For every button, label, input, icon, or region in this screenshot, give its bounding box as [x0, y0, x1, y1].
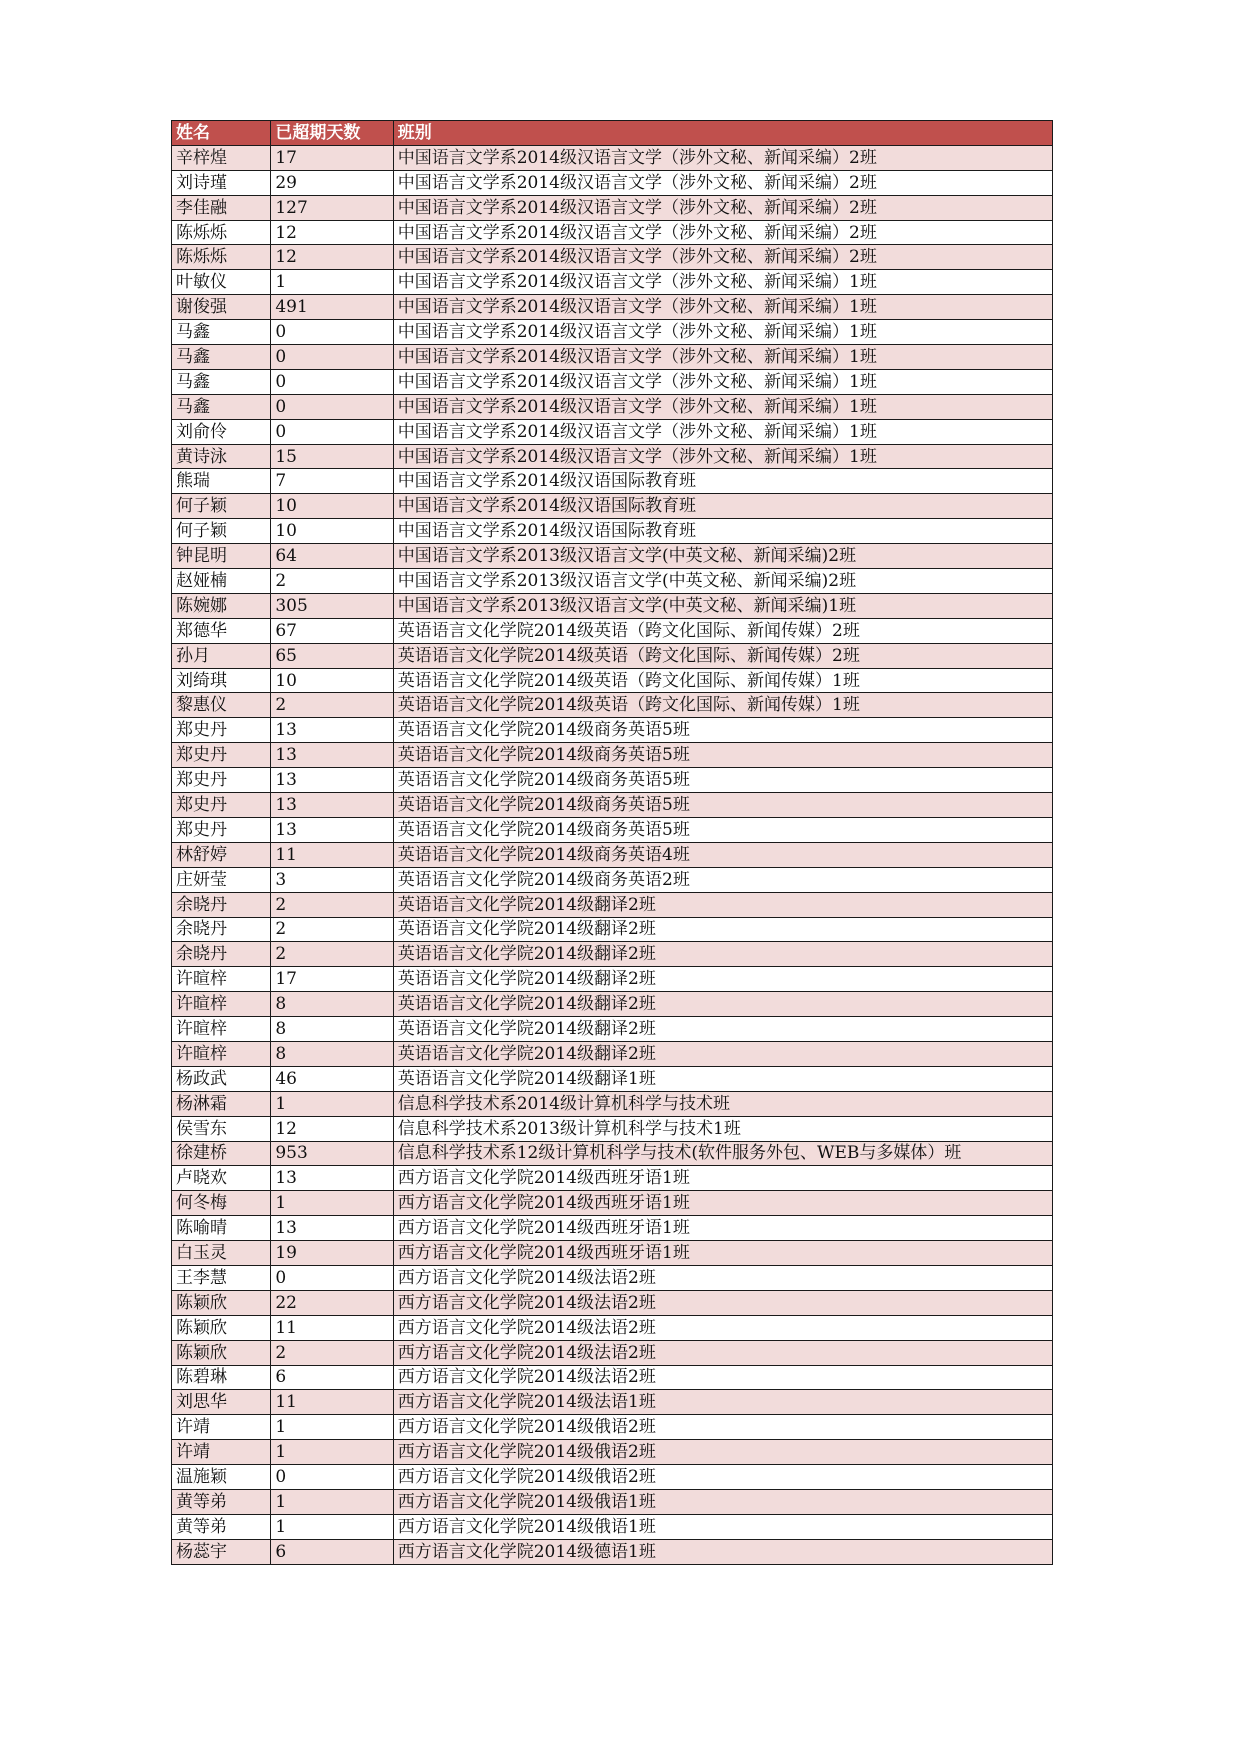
table-row [172, 1415, 1053, 1440]
cell-overdue-days: 3 [271, 867, 393, 892]
cell-name: 王李慧 [172, 1265, 271, 1290]
cell-class: 中国语言文学系2014级汉语言文学（涉外文秘、新闻采编）2班 [393, 145, 1052, 170]
cell-overdue-days: 2 [271, 892, 393, 917]
cell-class: 信息科学技术系2013级计算机科学与技术1班 [393, 1116, 1052, 1141]
table-row [172, 942, 1053, 967]
cell-name: 林舒婷 [172, 842, 271, 867]
cell-name: 许暄梓 [172, 1041, 271, 1066]
cell-overdue-days: 0 [271, 1265, 393, 1290]
cell-name: 庄妍莹 [172, 867, 271, 892]
cell-class: 英语语言文化学院2014级英语（跨文化国际、新闻传媒）1班 [393, 668, 1052, 693]
cell-name: 何冬梅 [172, 1191, 271, 1216]
table-row [172, 270, 1053, 295]
cell-name: 侯雪东 [172, 1116, 271, 1141]
cell-class: 西方语言文化学院2014级法语2班 [393, 1315, 1052, 1340]
cell-class: 中国语言文学系2014级汉语言文学（涉外文秘、新闻采编）1班 [393, 369, 1052, 394]
table-row [172, 1514, 1053, 1539]
cell-name: 刘诗瑾 [172, 170, 271, 195]
table-row [172, 1390, 1053, 1415]
cell-overdue-days: 10 [271, 494, 393, 519]
cell-class: 英语语言文化学院2014级商务英语5班 [393, 743, 1052, 768]
cell-name: 杨淋霜 [172, 1091, 271, 1116]
cell-overdue-days: 0 [271, 419, 393, 444]
cell-overdue-days: 0 [271, 320, 393, 345]
cell-name: 辛梓煌 [172, 145, 271, 170]
cell-overdue-days: 19 [271, 1241, 393, 1266]
cell-overdue-days: 15 [271, 444, 393, 469]
table-row [172, 345, 1053, 370]
cell-name: 黄等弟 [172, 1514, 271, 1539]
cell-overdue-days: 13 [271, 1166, 393, 1191]
table-row [172, 768, 1053, 793]
header-row [172, 121, 1053, 146]
cell-class: 西方语言文化学院2014级俄语1班 [393, 1489, 1052, 1514]
header-name: 姓名 [172, 121, 271, 146]
cell-name: 许靖 [172, 1415, 271, 1440]
cell-class: 中国语言文学系2014级汉语言文学（涉外文秘、新闻采编）1班 [393, 394, 1052, 419]
cell-overdue-days: 7 [271, 469, 393, 494]
cell-name: 许靖 [172, 1440, 271, 1465]
cell-class: 中国语言文学系2013级汉语言文学(中英文秘、新闻采编)2班 [393, 569, 1052, 594]
cell-overdue-days: 12 [271, 220, 393, 245]
cell-class: 西方语言文化学院2014级俄语1班 [393, 1514, 1052, 1539]
cell-overdue-days: 13 [271, 768, 393, 793]
cell-overdue-days: 1 [271, 1514, 393, 1539]
table-row [172, 1191, 1053, 1216]
cell-overdue-days: 1 [271, 1191, 393, 1216]
cell-name: 陈烁烁 [172, 245, 271, 270]
cell-name: 陈婉娜 [172, 593, 271, 618]
cell-class: 英语语言文化学院2014级翻译1班 [393, 1066, 1052, 1091]
cell-name: 许暄梓 [172, 992, 271, 1017]
table-row [172, 1440, 1053, 1465]
cell-class: 英语语言文化学院2014级翻译2班 [393, 1017, 1052, 1042]
cell-name: 陈烁烁 [172, 220, 271, 245]
cell-class: 英语语言文化学院2014级商务英语5班 [393, 793, 1052, 818]
cell-class: 英语语言文化学院2014级英语（跨文化国际、新闻传媒）2班 [393, 618, 1052, 643]
cell-name: 马鑫 [172, 369, 271, 394]
table-row [172, 195, 1053, 220]
table-row [172, 817, 1053, 842]
table-row [172, 917, 1053, 942]
cell-name: 叶敏仪 [172, 270, 271, 295]
table-row [172, 519, 1053, 544]
cell-name: 马鑫 [172, 345, 271, 370]
table-row [172, 643, 1053, 668]
cell-overdue-days: 12 [271, 1116, 393, 1141]
cell-overdue-days: 1 [271, 1440, 393, 1465]
cell-overdue-days: 0 [271, 394, 393, 419]
cell-name: 陈喻晴 [172, 1216, 271, 1241]
cell-name: 郑史丹 [172, 768, 271, 793]
cell-overdue-days: 12 [271, 245, 393, 270]
cell-class: 中国语言文学系2014级汉语言文学（涉外文秘、新闻采编）1班 [393, 320, 1052, 345]
table-row [172, 245, 1053, 270]
cell-class: 英语语言文化学院2014级商务英语2班 [393, 867, 1052, 892]
cell-name: 陈碧琳 [172, 1365, 271, 1390]
cell-name: 谢俊强 [172, 295, 271, 320]
table-row [172, 1489, 1053, 1514]
table-row [172, 1066, 1053, 1091]
cell-name: 郑史丹 [172, 743, 271, 768]
cell-overdue-days: 305 [271, 593, 393, 618]
table-row [172, 444, 1053, 469]
cell-class: 中国语言文学系2014级汉语言文学（涉外文秘、新闻采编）1班 [393, 270, 1052, 295]
cell-name: 马鑫 [172, 394, 271, 419]
table-row [172, 469, 1053, 494]
cell-class: 中国语言文学系2014级汉语言文学（涉外文秘、新闻采编）2班 [393, 195, 1052, 220]
cell-overdue-days: 0 [271, 345, 393, 370]
cell-class: 英语语言文化学院2014级翻译2班 [393, 1041, 1052, 1066]
table-row [172, 718, 1053, 743]
table-row [172, 1365, 1053, 1390]
cell-overdue-days: 17 [271, 967, 393, 992]
table-row [172, 1465, 1053, 1490]
table-row [172, 793, 1053, 818]
cell-overdue-days: 13 [271, 1216, 393, 1241]
table-row [172, 1116, 1053, 1141]
cell-class: 中国语言文学系2014级汉语国际教育班 [393, 494, 1052, 519]
cell-class: 中国语言文学系2014级汉语言文学（涉外文秘、新闻采编）2班 [393, 245, 1052, 270]
cell-class: 中国语言文学系2014级汉语言文学（涉外文秘、新闻采编）1班 [393, 419, 1052, 444]
cell-name: 郑德华 [172, 618, 271, 643]
cell-overdue-days: 2 [271, 1340, 393, 1365]
cell-overdue-days: 64 [271, 544, 393, 569]
table-row [172, 867, 1053, 892]
cell-name: 陈颖欣 [172, 1340, 271, 1365]
cell-class: 英语语言文化学院2014级翻译2班 [393, 992, 1052, 1017]
cell-name: 余晓丹 [172, 892, 271, 917]
cell-class: 西方语言文化学院2014级德语1班 [393, 1539, 1052, 1564]
cell-class: 信息科学技术系2014级计算机科学与技术班 [393, 1091, 1052, 1116]
cell-class: 西方语言文化学院2014级法语2班 [393, 1365, 1052, 1390]
cell-overdue-days: 11 [271, 1390, 393, 1415]
cell-name: 杨政武 [172, 1066, 271, 1091]
cell-overdue-days: 10 [271, 519, 393, 544]
cell-overdue-days: 8 [271, 992, 393, 1017]
cell-name: 李佳融 [172, 195, 271, 220]
cell-overdue-days: 2 [271, 917, 393, 942]
cell-class: 英语语言文化学院2014级翻译2班 [393, 942, 1052, 967]
cell-overdue-days: 6 [271, 1365, 393, 1390]
table-row [172, 1166, 1053, 1191]
cell-overdue-days: 13 [271, 718, 393, 743]
cell-class: 中国语言文学系2014级汉语国际教育班 [393, 469, 1052, 494]
cell-class: 信息科学技术系12级计算机科学与技术(软件服务外包、WEB与多媒体）班 [393, 1141, 1052, 1166]
table-row [172, 320, 1053, 345]
cell-overdue-days: 8 [271, 1041, 393, 1066]
header-overdue-days: 已超期天数 [271, 121, 393, 146]
cell-class: 西方语言文化学院2014级西班牙语1班 [393, 1191, 1052, 1216]
cell-name: 黄诗泳 [172, 444, 271, 469]
cell-class: 西方语言文化学院2014级西班牙语1班 [393, 1166, 1052, 1191]
table-row [172, 569, 1053, 594]
cell-overdue-days: 2 [271, 693, 393, 718]
cell-overdue-days: 65 [271, 643, 393, 668]
cell-class: 中国语言文学系2013级汉语言文学(中英文秘、新闻采编)2班 [393, 544, 1052, 569]
table-row [172, 1041, 1053, 1066]
cell-class: 英语语言文化学院2014级商务英语5班 [393, 768, 1052, 793]
cell-overdue-days: 0 [271, 369, 393, 394]
cell-overdue-days: 491 [271, 295, 393, 320]
cell-class: 中国语言文学系2014级汉语国际教育班 [393, 519, 1052, 544]
cell-class: 英语语言文化学院2014级商务英语5班 [393, 718, 1052, 743]
cell-overdue-days: 13 [271, 793, 393, 818]
cell-overdue-days: 6 [271, 1539, 393, 1564]
cell-name: 郑史丹 [172, 718, 271, 743]
overdue-table [171, 120, 1053, 1565]
table-row [172, 494, 1053, 519]
table-body [172, 145, 1053, 1564]
cell-name: 赵娅楠 [172, 569, 271, 594]
cell-overdue-days: 1 [271, 1489, 393, 1514]
cell-overdue-days: 2 [271, 942, 393, 967]
cell-class: 英语语言文化学院2014级翻译2班 [393, 967, 1052, 992]
cell-name: 郑史丹 [172, 817, 271, 842]
table-row [172, 618, 1053, 643]
table-row [172, 1141, 1053, 1166]
cell-class: 英语语言文化学院2014级商务英语5班 [393, 817, 1052, 842]
cell-overdue-days: 11 [271, 1315, 393, 1340]
table-row [172, 170, 1053, 195]
cell-overdue-days: 0 [271, 1465, 393, 1490]
cell-overdue-days: 8 [271, 1017, 393, 1042]
cell-name: 黄等弟 [172, 1489, 271, 1514]
cell-name: 白玉灵 [172, 1241, 271, 1266]
cell-class: 西方语言文化学院2014级西班牙语1班 [393, 1241, 1052, 1266]
cell-overdue-days: 22 [271, 1290, 393, 1315]
cell-class: 中国语言文学系2014级汉语言文学（涉外文秘、新闻采编）1班 [393, 444, 1052, 469]
cell-overdue-days: 2 [271, 569, 393, 594]
cell-name: 余晓丹 [172, 917, 271, 942]
cell-class: 中国语言文学系2014级汉语言文学（涉外文秘、新闻采编）2班 [393, 170, 1052, 195]
cell-class: 西方语言文化学院2014级法语2班 [393, 1290, 1052, 1315]
cell-class: 中国语言文学系2014级汉语言文学（涉外文秘、新闻采编）2班 [393, 220, 1052, 245]
cell-class: 英语语言文化学院2014级商务英语4班 [393, 842, 1052, 867]
cell-name: 何子颖 [172, 519, 271, 544]
cell-name: 钟昆明 [172, 544, 271, 569]
header-class: 班别 [393, 121, 1052, 146]
cell-name: 刘俞伶 [172, 419, 271, 444]
cell-overdue-days: 13 [271, 743, 393, 768]
cell-overdue-days: 11 [271, 842, 393, 867]
cell-name: 许暄梓 [172, 967, 271, 992]
table-row [172, 1315, 1053, 1340]
cell-class: 英语语言文化学院2014级翻译2班 [393, 892, 1052, 917]
cell-name: 陈颖欣 [172, 1315, 271, 1340]
table-row [172, 593, 1053, 618]
table-row [172, 1216, 1053, 1241]
cell-class: 西方语言文化学院2014级法语1班 [393, 1390, 1052, 1415]
cell-overdue-days: 67 [271, 618, 393, 643]
cell-name: 许暄梓 [172, 1017, 271, 1042]
table-row [172, 992, 1053, 1017]
cell-name: 刘思华 [172, 1390, 271, 1415]
cell-class: 中国语言文学系2014级汉语言文学（涉外文秘、新闻采编）1班 [393, 345, 1052, 370]
cell-class: 西方语言文化学院2014级俄语2班 [393, 1465, 1052, 1490]
cell-name: 陈颖欣 [172, 1290, 271, 1315]
cell-name: 杨蕊宇 [172, 1539, 271, 1564]
cell-class: 英语语言文化学院2014级英语（跨文化国际、新闻传媒）2班 [393, 643, 1052, 668]
cell-name: 孙月 [172, 643, 271, 668]
cell-overdue-days: 953 [271, 1141, 393, 1166]
table-row [172, 668, 1053, 693]
table-row [172, 295, 1053, 320]
cell-name: 马鑫 [172, 320, 271, 345]
table-row [172, 220, 1053, 245]
cell-overdue-days: 1 [271, 270, 393, 295]
table-row [172, 1539, 1053, 1564]
cell-overdue-days: 1 [271, 1091, 393, 1116]
table-row [172, 842, 1053, 867]
cell-overdue-days: 10 [271, 668, 393, 693]
table-row [172, 544, 1053, 569]
table-row [172, 743, 1053, 768]
cell-class: 西方语言文化学院2014级西班牙语1班 [393, 1216, 1052, 1241]
cell-overdue-days: 127 [271, 195, 393, 220]
table-row [172, 1340, 1053, 1365]
cell-overdue-days: 29 [271, 170, 393, 195]
table-row [172, 394, 1053, 419]
cell-name: 刘绮琪 [172, 668, 271, 693]
cell-class: 西方语言文化学院2014级俄语2班 [393, 1440, 1052, 1465]
cell-overdue-days: 46 [271, 1066, 393, 1091]
cell-name: 何子颖 [172, 494, 271, 519]
cell-class: 中国语言文学系2013级汉语言文学(中英文秘、新闻采编)1班 [393, 593, 1052, 618]
cell-name: 熊瑞 [172, 469, 271, 494]
cell-name: 郑史丹 [172, 793, 271, 818]
cell-class: 中国语言文学系2014级汉语言文学（涉外文秘、新闻采编）1班 [393, 295, 1052, 320]
cell-class: 英语语言文化学院2014级翻译2班 [393, 917, 1052, 942]
table-row [172, 1241, 1053, 1266]
cell-class: 英语语言文化学院2014级英语（跨文化国际、新闻传媒）1班 [393, 693, 1052, 718]
table-row [172, 1017, 1053, 1042]
table-row [172, 892, 1053, 917]
table-row [172, 1091, 1053, 1116]
table-row [172, 693, 1053, 718]
table-row [172, 1265, 1053, 1290]
cell-name: 温施颖 [172, 1465, 271, 1490]
table-row [172, 419, 1053, 444]
cell-overdue-days: 1 [271, 1415, 393, 1440]
cell-overdue-days: 17 [271, 145, 393, 170]
cell-overdue-days: 13 [271, 817, 393, 842]
cell-class: 西方语言文化学院2014级法语2班 [393, 1340, 1052, 1365]
table-row [172, 145, 1053, 170]
cell-name: 卢晓欢 [172, 1166, 271, 1191]
cell-name: 徐建桥 [172, 1141, 271, 1166]
table-row [172, 369, 1053, 394]
cell-class: 西方语言文化学院2014级法语2班 [393, 1265, 1052, 1290]
table-row [172, 967, 1053, 992]
cell-class: 西方语言文化学院2014级俄语2班 [393, 1415, 1052, 1440]
cell-name: 余晓丹 [172, 942, 271, 967]
table-row [172, 1290, 1053, 1315]
cell-name: 黎惠仪 [172, 693, 271, 718]
